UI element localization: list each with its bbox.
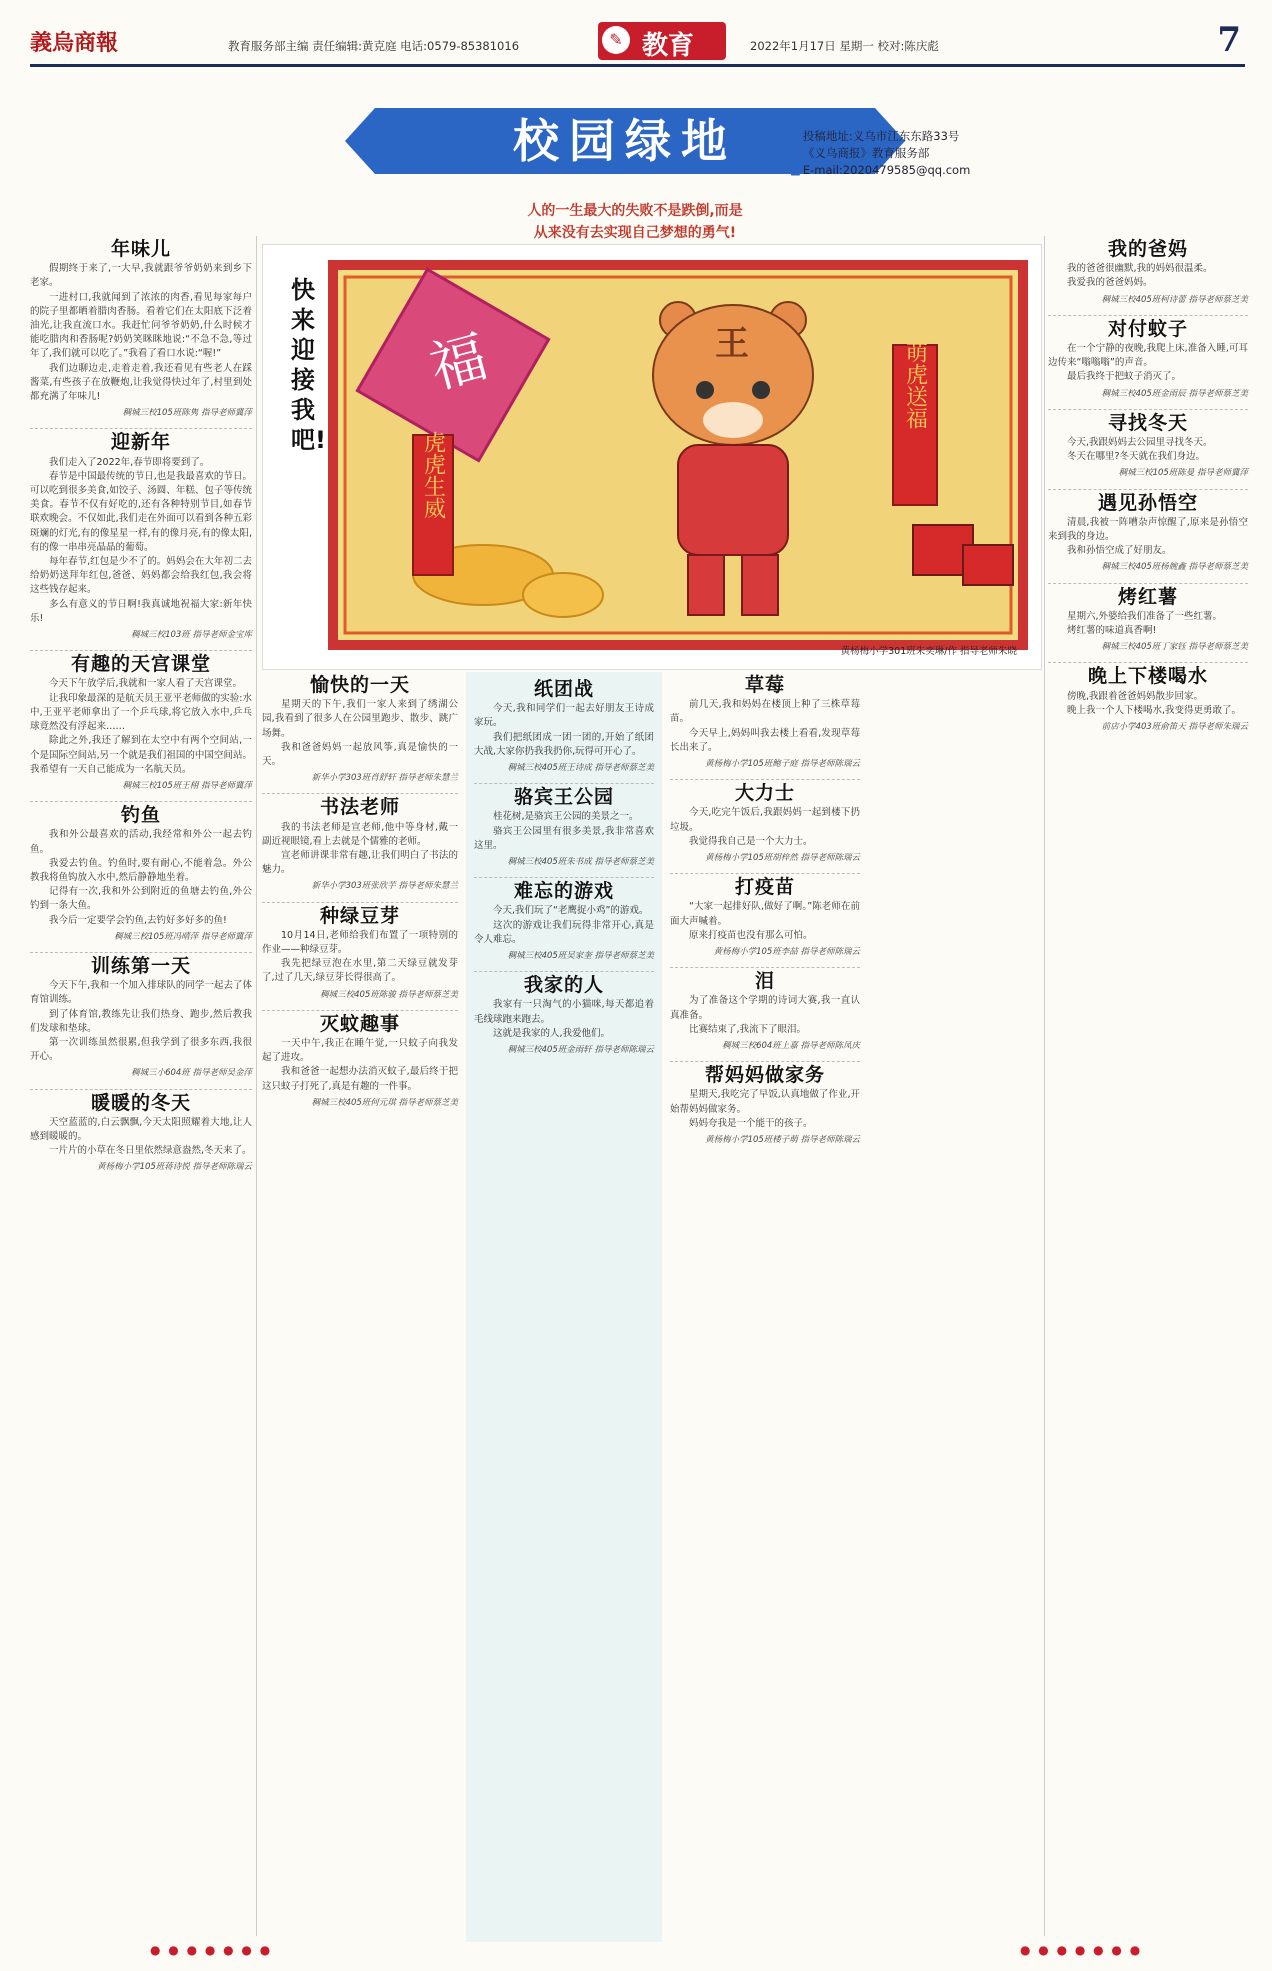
article xyxy=(30,431,252,642)
article-byline: 黄杨梅小学105班楼子萌 指导老师陈瑞云 xyxy=(705,1135,860,1146)
article-byline: 稠城三校105班冯晴萍 指导老师冀萍 xyxy=(114,931,252,942)
article-title: 书法老师 xyxy=(319,796,400,819)
divider xyxy=(30,1089,252,1090)
footer-dots-right: ● ● ● ● ● ● ● xyxy=(1020,1943,1143,1957)
divider xyxy=(670,873,860,874)
article-byline: 稠城三校405班何元琪 指导老师蔡芝美 xyxy=(311,1097,458,1108)
banner-right-text: 萌虎送福 xyxy=(902,341,928,429)
article-title: 年味儿 xyxy=(110,238,171,260)
article-paragraph: 除此之外,我还了解到在太空中有两个空间站,一个是国际空间站,另一个就是我们祖国的中国空间站。我希望有一天自己能成为一名航天员。 xyxy=(30,735,252,775)
divider xyxy=(1048,489,1248,490)
column-2 xyxy=(262,672,458,1118)
article-paragraph: 我先把绿豆泡在水里,第二天绿豆就发芽了,过了几天,绿豆芽长得很高了。 xyxy=(262,958,458,984)
masthead: 義烏商報 xyxy=(30,30,119,56)
article-title: 纸团战 xyxy=(533,678,594,700)
article-paragraph: 记得有一次,我和外公到附近的鱼塘去钓鱼,外公钓到一条大鱼。 xyxy=(30,886,252,912)
article-byline: 稠城三校105班陈隽 指导老师冀萍 xyxy=(122,408,252,419)
article-paragraph: 假期终于来了,一大早,我就跟爷爷奶奶来到乡下老家。 xyxy=(30,263,252,289)
article-byline: 新华小学303班肖舒轩 指导老师朱慧兰 xyxy=(311,773,458,784)
footer-dots-left: ● ● ● ● ● ● ● xyxy=(150,1943,273,1957)
divider xyxy=(262,902,458,903)
article-paragraph: 我们把纸团成一团一团的,开始了纸团大战,大家你扔我我扔你,玩得可开心了。 xyxy=(474,731,654,757)
article xyxy=(1048,665,1248,734)
article-paragraph: 多么有意义的节日啊!我真诚地祝福大家:新年快乐! xyxy=(30,598,252,624)
article-paragraph: 我和爸爸一起想办法消灭蚊子,最后终于把这只蚊子打死了,真是有趣的一件事。 xyxy=(262,1066,458,1092)
article xyxy=(474,678,654,775)
article-paragraph: 为了准备这个学期的诗词大赛,我一直认真准备。 xyxy=(670,995,860,1021)
divider xyxy=(1048,662,1248,663)
article-byline: 黄杨梅小学105班李喆 指导老师陈瑞云 xyxy=(713,947,860,958)
article-title: 种绿豆芽 xyxy=(319,904,400,927)
article-title: 我家的人 xyxy=(523,974,604,997)
article-title: 训练第一天 xyxy=(90,954,191,977)
article xyxy=(670,970,860,1053)
article-paragraph: 10月14日,老师给我们布置了一项特别的作业——种绿豆芽。 xyxy=(262,929,458,956)
article-paragraph: 清晨,我被一阵嘈杂声惊醒了,原来是孙悟空来到我的身边。 xyxy=(1048,516,1248,543)
article-title: 对付蚊子 xyxy=(1107,317,1188,340)
article-paragraph: 星期天,我吃完了早饭,认真地做了作业,开始帮妈妈做家务。 xyxy=(670,1089,860,1115)
article-title: 难忘的游戏 xyxy=(513,880,614,903)
contact-address: ■ 投稿地址:义乌市江东东路33号 xyxy=(790,128,970,145)
article-paragraph: 今天下午放学后,我就和一家人看了天宫课堂。 xyxy=(49,678,243,690)
article-byline: 稠城三校604班上嘉 指导老师陈凤庆 xyxy=(722,1041,860,1052)
article xyxy=(30,1091,252,1175)
article-paragraph: 我家有一只淘气的小猫咪,每天都追着毛线球跑来跑去。 xyxy=(474,999,654,1025)
article-paragraph: 我和外公最喜欢的活动,我经常和外公一起去钓鱼。 xyxy=(30,829,252,855)
article-paragraph: 一片片的小草在冬日里依然绿意盎然,冬天来了。 xyxy=(49,1145,252,1157)
article xyxy=(474,974,654,1057)
article-paragraph: 原来打疫苗也没有那么可怕。 xyxy=(689,929,813,941)
article-byline: 黄杨梅小学105班蒋诗悦 指导老师陈瑞云 xyxy=(97,1162,252,1173)
divider xyxy=(474,783,654,784)
article xyxy=(474,880,654,963)
column-5 xyxy=(1048,236,1248,742)
divider xyxy=(670,779,860,780)
article-paragraph: 我和爸爸妈妈一起放风筝,真是愉快的一天。 xyxy=(262,741,458,768)
divider xyxy=(474,971,654,972)
article-byline: 稠城三校405班杨婉鑫 指导老师蔡芝美 xyxy=(1101,562,1248,573)
contact-dept: ■ 《义乌商报》教育服务部 xyxy=(790,145,970,162)
article xyxy=(670,674,860,771)
article-title: 烤红薯 xyxy=(1117,585,1178,608)
article-byline: 稠城三校405班陈骏 指导老师蔡芝美 xyxy=(320,989,458,1000)
article-paragraph: 我爱去钓鱼。钓鱼时,要有耐心,不能着急。外公教我将鱼钩放入水中,然后静静地坐着。 xyxy=(30,857,252,883)
article xyxy=(1048,585,1248,655)
column-title: 校园绿地 xyxy=(513,114,737,168)
submission-contact xyxy=(790,128,970,179)
divider xyxy=(474,877,654,878)
page-number: 7 xyxy=(1217,20,1241,60)
article-paragraph: 这就是我家的人,我爱他们。 xyxy=(493,1027,611,1039)
article-title: 泪 xyxy=(754,970,775,993)
article-paragraph: “大家一起排好队,做好了啊。”陈老师在前面大声喊着。 xyxy=(670,901,860,927)
article-byline: 稠城三校405班柯诗蕾 指导老师蔡芝美 xyxy=(1101,294,1248,305)
divider xyxy=(30,801,252,802)
article-paragraph: 我和孙悟空成了好朋友。 xyxy=(1067,545,1172,557)
section-tag xyxy=(598,22,726,60)
editor-info: 教育服务部主编 责任编辑:黄克庭 电话:0579-85381016 xyxy=(228,39,520,53)
banner-left-text: 虎虎生威 xyxy=(420,431,446,519)
article-paragraph: 宣老师讲课非常有趣,让我们明白了书法的魅力。 xyxy=(262,850,458,876)
article-paragraph: 这次的游戏让我们玩得非常开心,真是令人难忘。 xyxy=(474,919,654,945)
article xyxy=(1048,411,1248,481)
divider xyxy=(30,650,252,651)
divider xyxy=(670,1061,860,1062)
tiger-drawing xyxy=(263,245,1041,669)
article-title: 寻找冬天 xyxy=(1107,411,1188,434)
article-title: 暖暖的冬天 xyxy=(90,1091,191,1114)
article xyxy=(262,904,458,1002)
article-title: 草莓 xyxy=(744,674,785,696)
article-paragraph: 今天,吃完午饭后,我跟妈妈一起到楼下扔垃圾。 xyxy=(670,807,860,833)
column-1 xyxy=(30,236,252,1183)
article-paragraph: 傍晚,我跟着爸爸妈妈散步回家。 xyxy=(1067,690,1204,702)
article-title: 晚上下楼喝水 xyxy=(1087,665,1208,688)
article-paragraph: 冬天在哪里?冬天就在我们身边。 xyxy=(1067,451,1206,463)
article-title: 我的爸妈 xyxy=(1107,238,1188,260)
issue-date: 2022年1月17日 星期一 校对:陈庆彪 xyxy=(750,39,939,53)
article-paragraph: 让我印象最深的是航天员王亚平老师做的实验:水中,王亚平老师拿出了一个乒乓球,将它放入水中,乒乓球竟然没有浮起来…… xyxy=(30,692,252,733)
article-paragraph: 妈妈夸我是一个能干的孩子。 xyxy=(689,1117,813,1129)
article xyxy=(1048,491,1248,575)
contact-email: ■ E-mail:2020479585@qq.com xyxy=(790,162,970,179)
article-paragraph: 一天中午,我正在睡午觉,一只蚊子向我发起了进攻。 xyxy=(262,1038,458,1064)
column-4 xyxy=(670,672,860,1155)
page-header xyxy=(30,18,1245,67)
article xyxy=(30,653,252,793)
divider xyxy=(262,793,458,794)
column-3 xyxy=(466,672,662,1942)
article-paragraph: 每年春节,红包是少不了的。妈妈会在大年初二去给奶奶送拜年红包,爸爸、妈妈都会给我红包,我会将这些钱存起来。 xyxy=(30,556,252,596)
article-paragraph: 骆宾王公园里有很多美景,我非常喜欢这里。 xyxy=(474,825,654,851)
student-artwork xyxy=(262,244,1042,670)
article-paragraph: 我们走入了2022年,春节即将要到了。 xyxy=(49,456,210,468)
section-logo-icon: ✎ xyxy=(602,26,630,54)
article xyxy=(262,674,458,785)
article-byline: 前店小学403班俞笛天 指导老师朱瑞云 xyxy=(1101,722,1248,733)
article-paragraph: 今天,我和同学们一起去好朋友王诗成家玩。 xyxy=(474,703,654,729)
article-title: 打疫苗 xyxy=(734,876,795,899)
article xyxy=(262,796,458,893)
article-byline: 稠城三校105班陈曼 指导老师冀萍 xyxy=(1118,468,1248,479)
article xyxy=(262,1012,458,1110)
article-byline: 稠城三校405班丁家钰 指导老师蔡芝美 xyxy=(1101,642,1248,653)
article xyxy=(30,804,252,944)
divider xyxy=(1048,583,1248,584)
article-byline: 新华小学303班张欣芋 指导老师朱慧兰 xyxy=(311,881,458,892)
article xyxy=(30,954,252,1081)
article-paragraph: 桂花树,是骆宾王公园的美景之一。 xyxy=(493,811,639,823)
divider xyxy=(262,1010,458,1011)
article-byline: 稠城三校405班王诗成 指导老师蔡芝美 xyxy=(507,763,654,774)
article-paragraph: 今天下午,我和一个加入排球队的同学一起去了体育馆训练。 xyxy=(30,980,252,1006)
divider xyxy=(670,967,860,968)
article-title: 有趣的天宫课堂 xyxy=(70,653,211,676)
article-byline: 稠城三小604班 指导老师吴金萍 xyxy=(131,1068,252,1079)
article-paragraph: 晚上我一个人下楼喝水,我变得更勇敢了。 xyxy=(1067,704,1242,716)
section-title: 教育 xyxy=(642,31,695,61)
article-paragraph: 一进村口,我就闻到了浓浓的肉香,看见每家每户的院子里都晒着腊肉香肠。看着它们在太阳底下泛着油光,让我直流口水。我赶忙问爷爷奶奶,什么时候才能吃腊肉和香肠呢?奶奶笑眯眯地说:“不急不急,等过年了,我们就可以吃了。”我看了看口水说:“喔!” xyxy=(30,291,252,360)
article xyxy=(670,1064,860,1147)
article-title: 灭蚊趣事 xyxy=(319,1012,400,1035)
article-paragraph: 我今后一定要学会钓鱼,去钓好多好多的鱼! xyxy=(49,914,227,926)
article-byline: 稠城三校103班 指导老师金宝库 xyxy=(131,630,252,641)
article-paragraph: 天空蓝蓝的,白云飘飘,今天太阳照耀着大地,让人感到暖暖的。 xyxy=(30,1116,252,1142)
article-paragraph: 第一次训练虽然很累,但我学到了很多东西,我很开心。 xyxy=(30,1036,252,1063)
article xyxy=(474,786,654,869)
article-byline: 黄杨梅小学105班鲍子庭 指导老师陈瑞云 xyxy=(705,759,860,770)
artwork-credit: 黄杨梅小学301班朱奕琳/作 指导老师朱晓 xyxy=(840,646,1017,657)
article-paragraph: 我觉得我自己是一个大力士。 xyxy=(689,835,813,847)
article-paragraph: 比赛结束了,我流下了眼泪。 xyxy=(689,1023,807,1035)
fu-character: 福 xyxy=(423,324,495,402)
article-paragraph: 今天,我们玩了“老鹰捉小鸡”的游戏。 xyxy=(493,905,649,917)
article-paragraph: 我爱我的爸爸妈妈。 xyxy=(1067,277,1153,289)
article-paragraph: 前几天,我和妈妈在楼顶上种了三株草莓苗。 xyxy=(670,699,860,725)
article-title: 迎新年 xyxy=(110,431,171,454)
article xyxy=(670,782,860,865)
article-byline: 稠城三校405班金雨轩 指导老师陈瑞云 xyxy=(507,1045,654,1056)
article-title: 钓鱼 xyxy=(120,804,161,827)
article-paragraph: 今天,我跟妈妈去公园里寻找冬天。 xyxy=(1067,437,1213,449)
article-byline: 稠城三校405班朱书成 指导老师蔡芝美 xyxy=(507,857,654,868)
article-title: 骆宾王公园 xyxy=(513,786,614,809)
article-title: 愉快的一天 xyxy=(309,674,410,696)
motto xyxy=(470,200,800,244)
article-byline: 黄杨梅小学105班胡梓然 指导老师陈瑞云 xyxy=(705,853,860,864)
article-paragraph: 今天早上,妈妈叫我去楼上看看,发现草莓长出来了。 xyxy=(670,727,860,753)
article-paragraph: 我的爸爸很幽默,我的妈妈很温柔。 xyxy=(1067,263,1213,275)
article-paragraph: 春节是中国最传统的节日,也是我最喜欢的节日。可以吃到很多美食,如饺子、汤圆、年糕、包子等传统美食。春节不仅有好吃的,还有各种特别节目,如春节联欢晚会。不仅如此,我们走在外面可以看到各种五彩斑斓的灯光,有的像星星一样,有的像月亮,有的像太阳,有的像一串串亮晶晶的葡萄。 xyxy=(30,470,252,553)
artwork-title: 快来迎接我吧! xyxy=(291,276,326,454)
tiger-king-mark: 王 xyxy=(715,324,749,364)
article-title: 遇见孙悟空 xyxy=(1097,491,1198,514)
article-byline: 稠城三校405班金雨辰 指导老师蔡芝美 xyxy=(1101,388,1248,399)
divider xyxy=(30,952,252,953)
article-paragraph: 在一个宁静的夜晚,我爬上床,准备入睡,可耳边传来“嗡嗡嗡”的声音。 xyxy=(1048,343,1248,369)
article-paragraph: 我的书法老师是宣老师,他中等身材,戴一副近视眼镜,看上去就是个儒雅的老师。 xyxy=(262,821,458,847)
article-paragraph: 我们边聊边走,走着走着,我还看见有些老人在踩酱菜,有些孩子在放鞭炮,让我觉得快过年了,村里到处都充满了年味儿! xyxy=(30,362,252,403)
article-paragraph: 星期六,外婆给我们准备了一些红薯。 xyxy=(1067,610,1223,622)
motto-line: 人的一生最大的失败不是跌倒,而是 xyxy=(527,203,743,219)
article-paragraph: 星期天的下午,我们一家人来到了绣湖公园,我看到了很多人在公园里跑步、散步、跳广场舞。 xyxy=(262,699,458,739)
motto-line: 从来没有去实现自己梦想的勇气! xyxy=(533,225,737,241)
article xyxy=(30,238,252,420)
divider xyxy=(1048,409,1248,410)
article-byline: 稠城三校405班吴家奎 指导老师蔡芝美 xyxy=(507,951,654,962)
divider xyxy=(30,428,252,429)
article xyxy=(1048,238,1248,307)
article xyxy=(1048,317,1248,401)
article-paragraph: 烤红薯的味道真香啊! xyxy=(1067,625,1157,637)
article-paragraph: 到了体育馆,教练先让我们热身、跑步,然后教我们发球和垫球。 xyxy=(30,1008,252,1034)
article-paragraph: 最后我终于把蚊子消灭了。 xyxy=(1067,371,1182,383)
article-title: 帮妈妈做家务 xyxy=(704,1064,825,1087)
divider xyxy=(1048,315,1248,316)
article-byline: 稠城三校105班王栩 指导老师冀萍 xyxy=(122,780,252,791)
article xyxy=(670,876,860,959)
article-title: 大力士 xyxy=(734,782,795,805)
